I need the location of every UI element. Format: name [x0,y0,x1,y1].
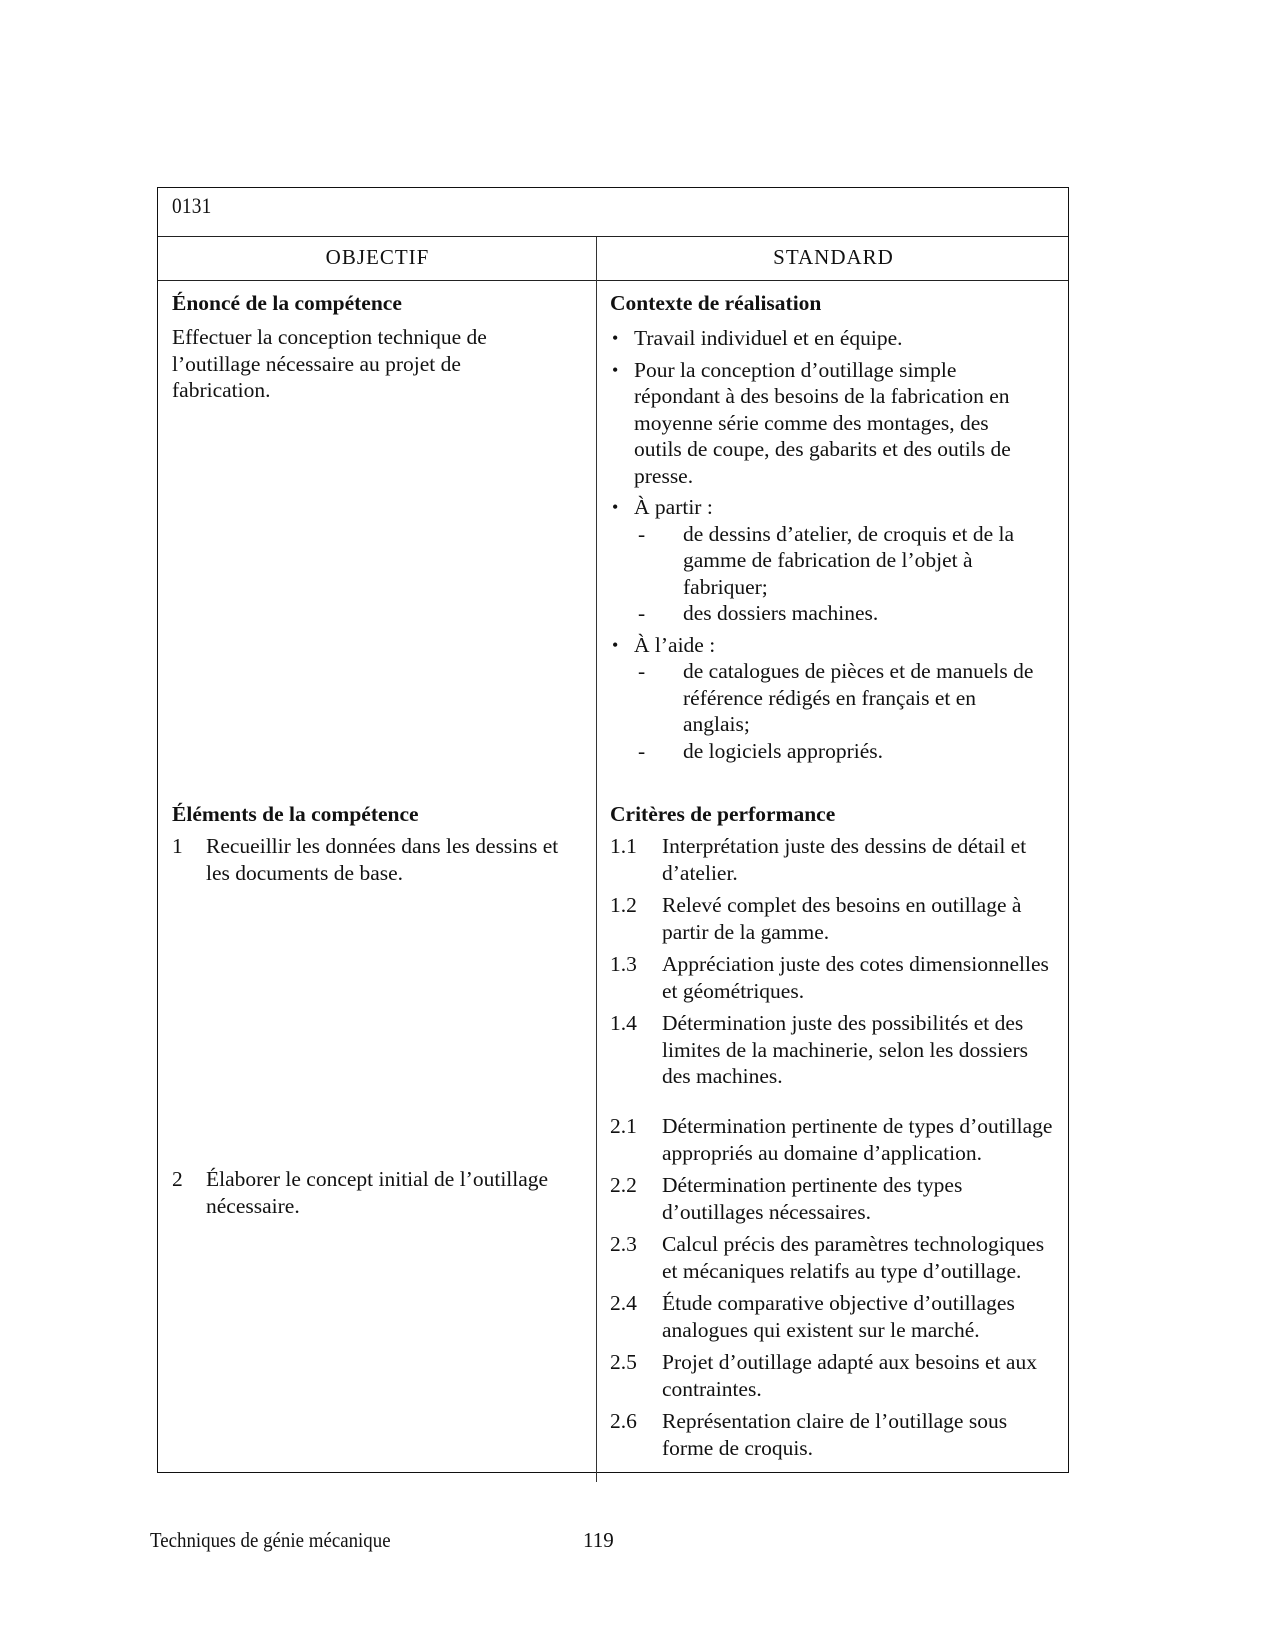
critere-number: 2.2 [610,1173,637,1197]
contexte-item-text: À partir : [634,495,713,519]
contexte-sublist [634,521,1040,627]
critere-item [610,1349,1060,1402]
critere-text: Étude comparative objective d’outillages analogues qui existent sur le marché. [662,1291,1015,1342]
dash-icon: - [638,521,646,546]
contexte-subitem-text: de catalogues de pièces et de manuels de référence rédigés en français et en anglais; [683,659,1034,736]
critere-text: Détermination juste des possibilités et des limites de la machinerie, selon les dossiers des machines. [662,1011,1029,1088]
bullet-icon: • [612,359,619,380]
contexte-subitem-text: de dessins d’atelier, de croquis et de la gamme de fabrication de l’objet à fabriquer; [683,521,1015,599]
bullet-icon: • [612,634,619,655]
contexte-heading: Contexte de réalisation [610,291,822,315]
critere-item [610,892,1060,945]
critere-text: Détermination pertinente de types d’outillage appropriés au domaine d’application. [662,1114,1053,1165]
bullet-icon: • [612,497,619,517]
enonce-text: Effectuer la conception technique de l’outillage nécessaire au projet de fabrication. [172,325,487,402]
contexte-item [610,494,1040,627]
critere-number: 2.1 [610,1114,637,1138]
contexte-sublist [634,658,1040,764]
contexte-subitem [610,738,1040,765]
critere-item [610,1408,1060,1461]
dash-icon: - [638,601,646,625]
critere-number: 2.4 [610,1291,637,1315]
critere-text: Relevé complet des besoins en outillage à partir de la gamme. [662,893,1022,944]
critere-number: 1.4 [610,1011,637,1035]
contexte-list [610,325,1040,769]
contexte-item [610,357,1040,490]
critere-item [610,1010,1060,1090]
critere-text: Interprétation juste des dessins de détail et d’atelier. [662,834,1027,885]
footer-document-title: Techniques de génie mécanique [150,1528,391,1552]
contexte-subitem-text: de logiciels appropriés. [683,738,884,763]
competency-code-row [158,188,1068,237]
contexte-subitem [610,658,1040,738]
critere-text: Détermination pertinente des types d’outillages nécessaires. [662,1173,963,1224]
contexte-item [610,325,1040,352]
critere-number: 2.3 [610,1232,637,1256]
contexte-item-text: Pour la conception d’outillage simple répondant à des besoins de la fabrication en moyenne série comme des montages, des outils de coupe, des gabarits et des outils de presse. [634,357,1011,488]
competency-table [157,187,1069,1473]
element-number: 2 [172,1167,183,1191]
column-header-standard: STANDARD [773,245,894,269]
critere-item [610,951,1060,1004]
critere-item [610,1231,1060,1284]
enonce-heading: Énoncé de la compétence [172,291,402,315]
criteres-heading: Critères de performance [610,802,836,826]
critere-number: 1.2 [610,893,637,917]
contexte-item-text: Travail individuel et en équipe. [634,326,903,350]
critere-number: 2.6 [610,1409,637,1433]
critere-text: Représentation claire de l’outillage sous forme de croquis. [662,1409,1008,1460]
competency-code: 0131 [172,193,212,218]
column-divider [596,237,597,1482]
contexte-item [610,632,1040,765]
dash-icon: - [638,738,646,763]
critere-item [610,1113,1060,1166]
critere-text: Calcul précis des paramètres technologiques et mécaniques relatifs au type d’outillage. [662,1232,1045,1283]
critere-number: 1.3 [610,952,637,976]
critere-text: Appréciation juste des cotes dimensionnelles et géométriques. [662,952,1049,1003]
contexte-subitem [610,521,1040,601]
contexte-subitem [610,600,1040,627]
contexte-subitem-text: des dossiers machines. [683,601,879,625]
critere-item [610,1290,1060,1343]
critere-number: 2.5 [610,1350,637,1374]
bullet-icon: • [612,328,619,348]
contexte-item-text: À l’aide : [634,632,716,657]
critere-number: 1.1 [610,834,637,858]
element-text: Élaborer le concept initial de l’outillage nécessaire. [206,1167,549,1218]
dash-icon: - [638,659,646,683]
footer-page-number: 119 [583,1528,614,1552]
critere-text: Projet d’outillage adapté aux besoins et aux contraintes. [662,1350,1037,1401]
critere-item [610,1172,1060,1225]
element-number: 1 [172,834,183,858]
elements-heading: Éléments de la compétence [172,802,419,826]
element-item-1 [172,833,586,886]
element-item-2 [172,1166,586,1219]
column-header-objectif: OBJECTIF [325,245,430,269]
element-text: Recueillir les données dans les dessins et les documents de base. [206,834,559,885]
critere-item [610,833,1060,886]
criteres-group-2 [610,1113,1060,1467]
column-header-row [158,237,1068,281]
criteres-group-1 [610,833,1060,1096]
